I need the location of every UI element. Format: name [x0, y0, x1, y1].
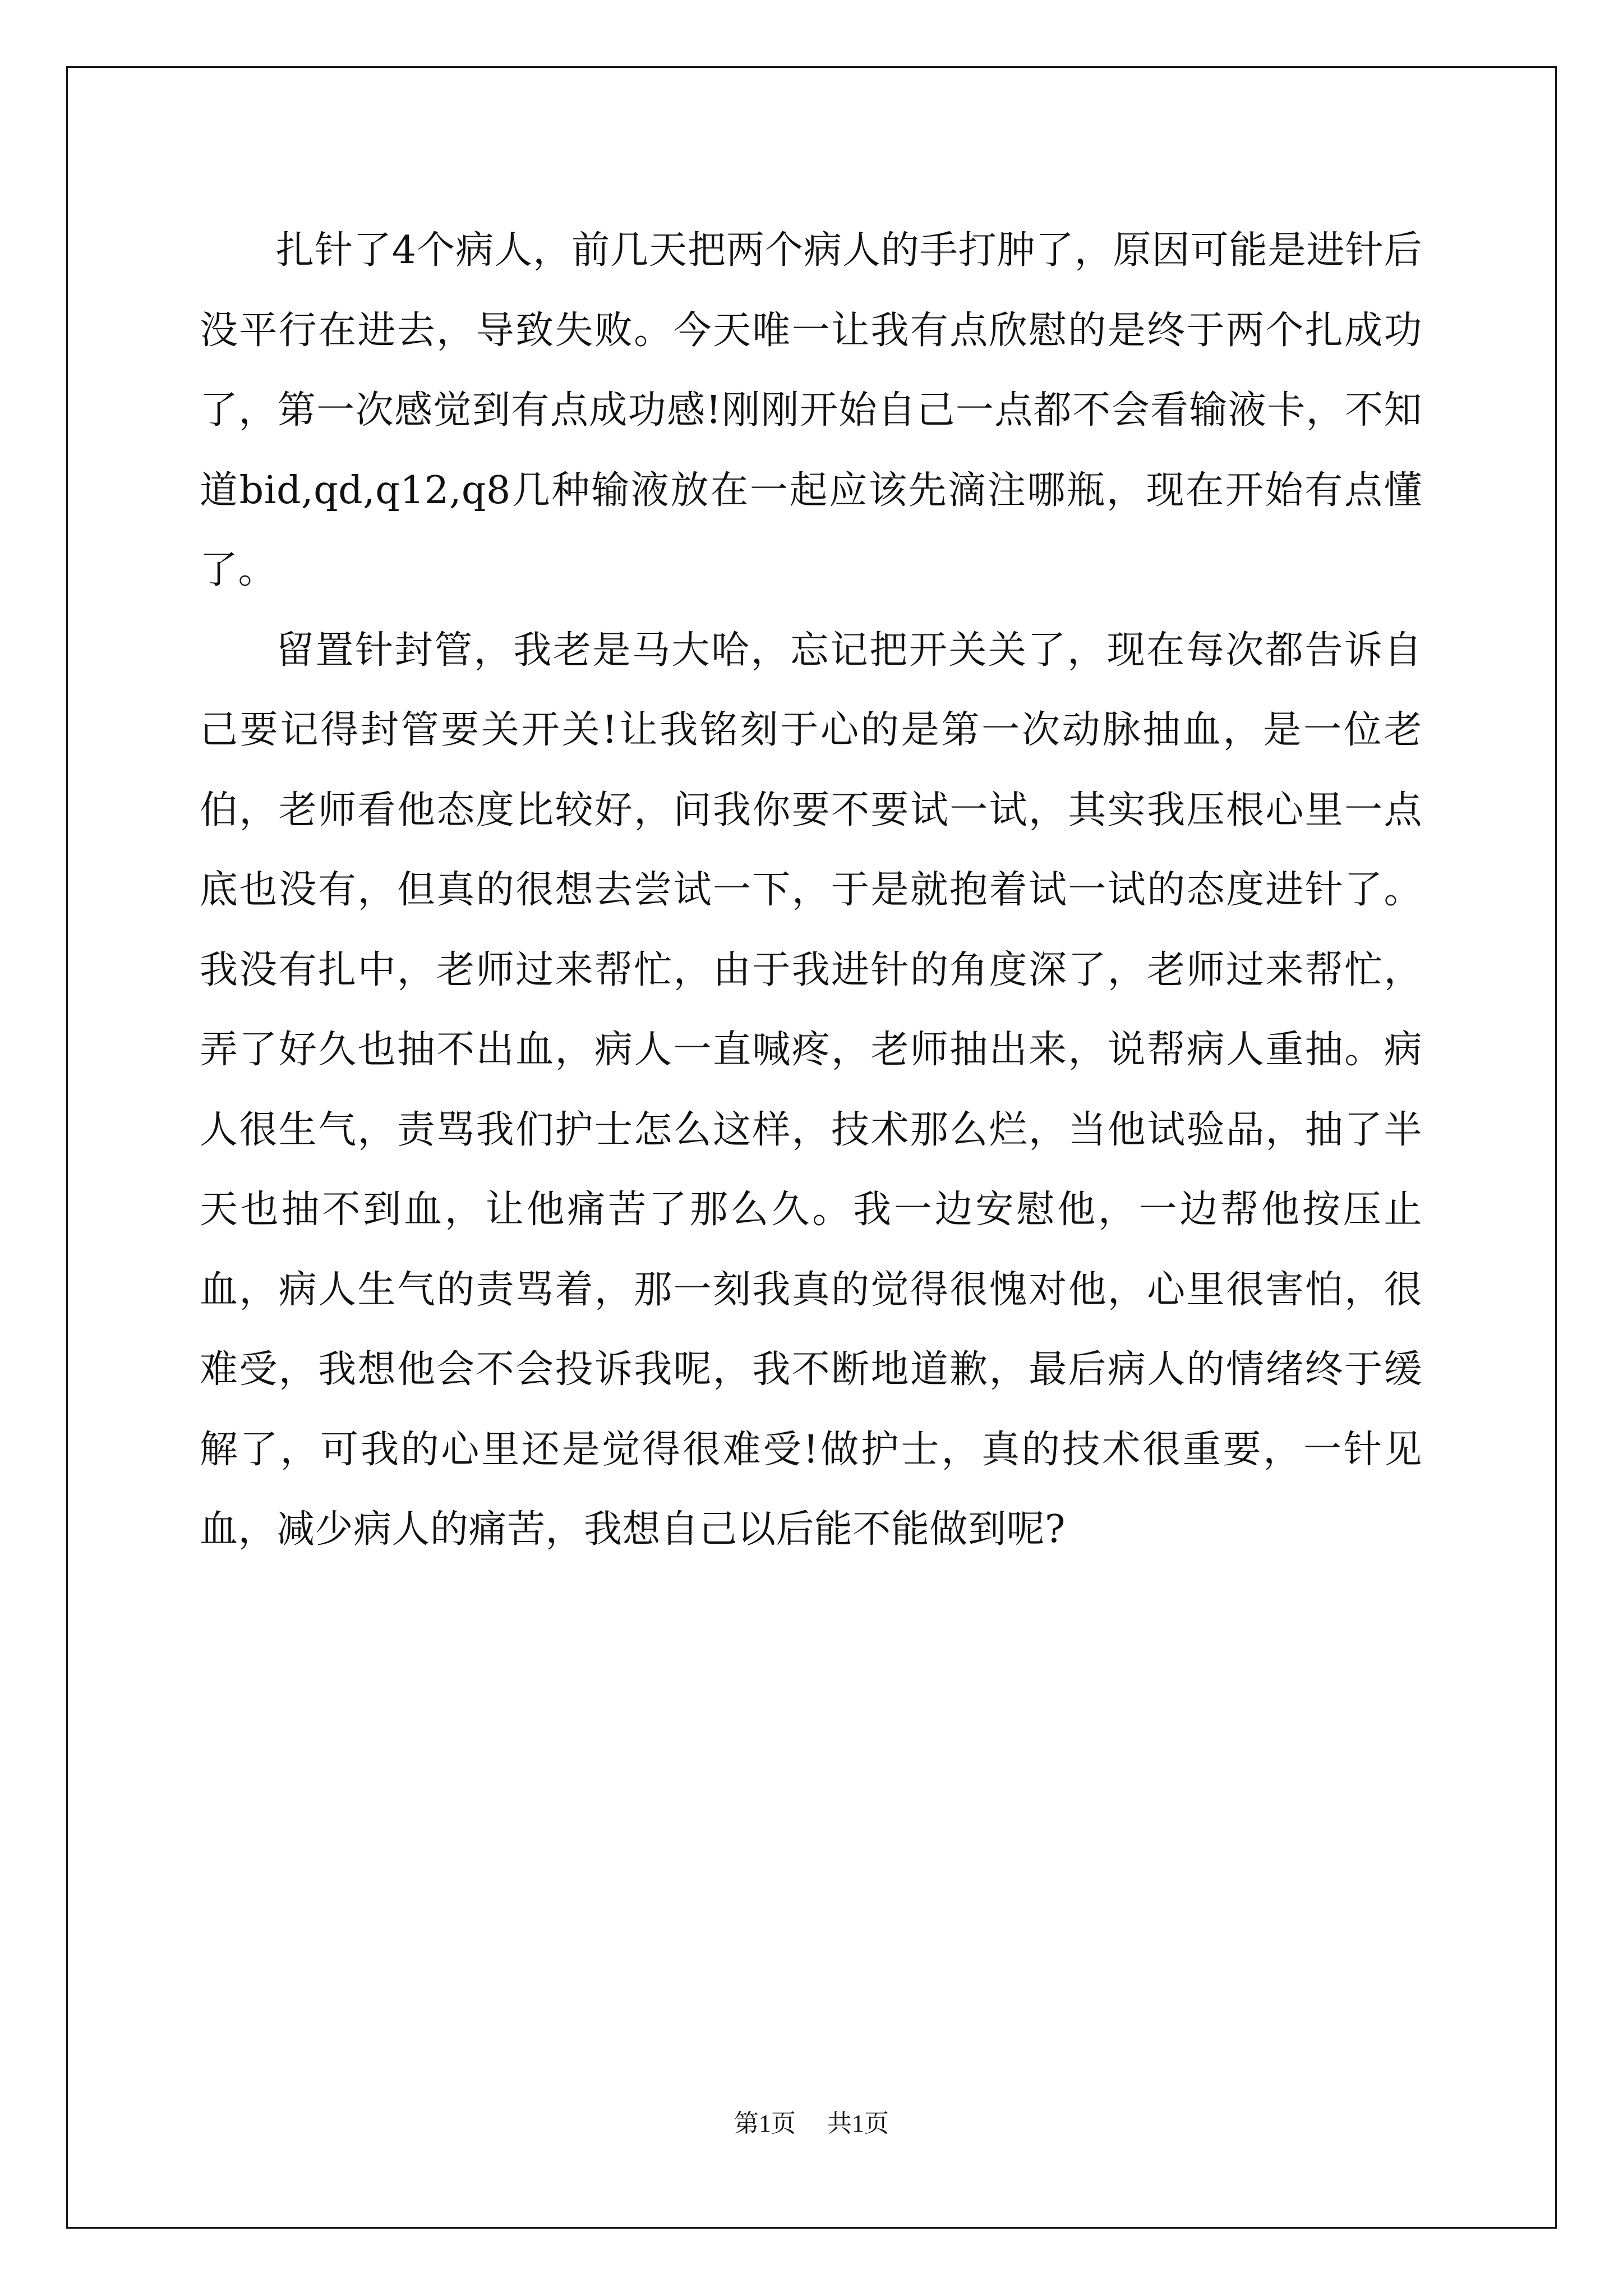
paragraph-1: 扎针了4个病人，前几天把两个病人的手打肿了，原因可能是进针后没平行在进去，导致失败。今天唯一让我有点欣慰的是终于两个扎成功了，第一次感觉到有点成功感!刚刚开始自己一点都不会看输液卡，不知道bid,qd,q12,q8几种输液放在一起应该先滴注哪瓶，现在开始有点懂了。 [200, 228, 1422, 592]
document-body [200, 211, 1422, 1570]
paragraph-2: 留置针封管，我老是马大哈，忘记把开关关了，现在每次都告诉自己要记得封管要关开关!让我铭刻于心的是第一次动脉抽血，是一位老伯，老师看他态度比较好，问我你要不要试一试，其实我压根心里一点底也没有，但真的很想去尝试一下，于是就抱着试一试的态度进针了。我没有扎中，老师过来帮忙，由于我进针的角度深了，老师过来帮忙，弄了好久也抽不出血，病人一直喊疼，老师抽出来，说帮病人重抽。病人很生气，责骂我们护士怎么这样，技术那么烂，当他试验品，抽了半天也抽不到血，让他痛苦了那么久。我一边安慰他，一边帮他按压止血，病人生气的责骂着，那一刻我真的觉得很愧对他，心里很害怕，很难受，我想他会不会投诉我呢，我不断地道歉，最后病人的情绪终于缓解了，可我的心里还是觉得很难受!做护士，真的技术很重要，一针见血，减少病人的痛苦，我想自己以后能不能做到呢? [200, 628, 1422, 1552]
page-total: 共1页 [827, 2110, 889, 2137]
page-footer [0, 2107, 1623, 2141]
page-number: 第1页 [734, 2110, 796, 2137]
